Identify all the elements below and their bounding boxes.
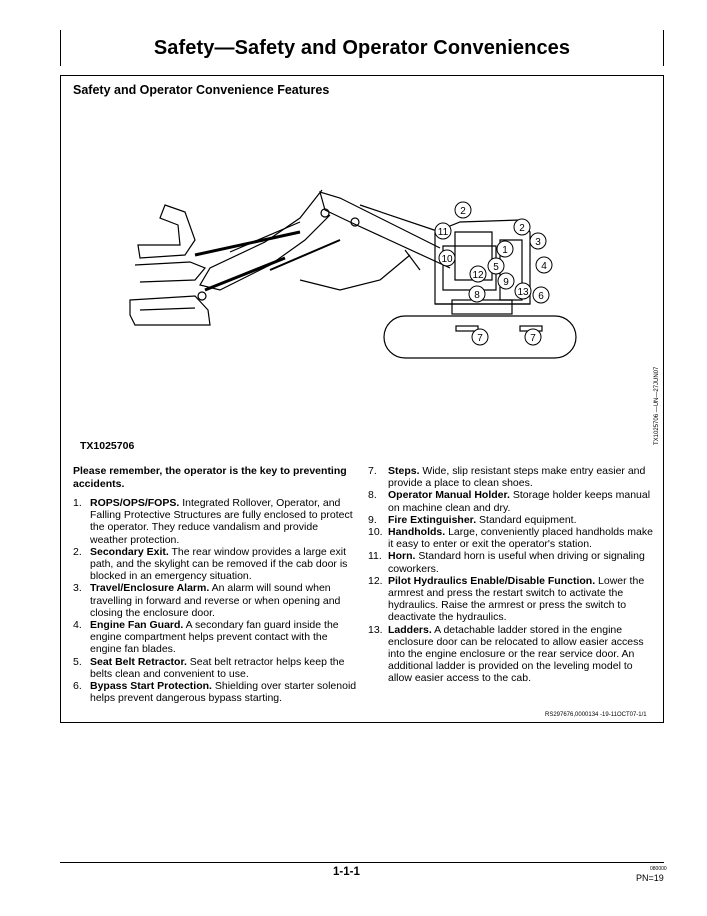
svg-text:13: 13 xyxy=(517,287,529,298)
svg-text:6: 6 xyxy=(538,291,544,302)
svg-text:7: 7 xyxy=(477,333,483,344)
svg-text:3: 3 xyxy=(535,237,541,248)
svg-text:2: 2 xyxy=(519,223,525,234)
page-title: Safety—Safety and Operator Conveniences xyxy=(153,37,571,59)
intro-text: Please remember, the operator is the key to preventing accidents. xyxy=(73,465,347,490)
list-item: 4. Engine Fan Guard. A secondary fan guard inside the engine compartment helps prevent contact with the engine fan blades. xyxy=(73,619,339,656)
callout-13 xyxy=(515,283,531,299)
page-number: 1-1-1 xyxy=(333,866,360,878)
footer-rule xyxy=(60,862,664,863)
svg-text:4: 4 xyxy=(541,261,547,272)
list-item: 9. Fire Extinguisher. Standard equipment. xyxy=(368,513,577,526)
svg-text:8: 8 xyxy=(474,290,480,301)
callout-10 xyxy=(439,250,455,266)
callout-7 xyxy=(472,329,488,345)
svg-text:5: 5 xyxy=(493,262,499,273)
list-item: 13. Ladders. A detachable ladder stored in the engine enclosure door can be relocated to allow easier access into the engine enclosure or the rear service door. An additional ladder is provided on the leveling model to allow easier access to the cab. xyxy=(368,623,644,685)
list-item: 5. Seat Belt Retractor. Seat belt retractor helps keep the belts clean and convenient to use. xyxy=(73,655,345,680)
svg-text:2: 2 xyxy=(460,206,466,217)
svg-text:1: 1 xyxy=(502,245,508,256)
features-list-right xyxy=(368,465,658,685)
pn-number: PN=19 xyxy=(636,873,664,883)
callout-2b xyxy=(514,219,530,235)
reference-code: RS297676,0000134 -19-11OCT07-1/1 xyxy=(545,712,647,718)
svg-text:9: 9 xyxy=(503,277,509,288)
list-item: 6. Bypass Start Protection. Shielding over starter solenoid helps prevent dangerous bypass starting. xyxy=(73,680,357,705)
callout-2 xyxy=(455,202,471,218)
list-item: 8. Operator Manual Holder. Storage holder keeps manual on machine clean and dry. xyxy=(368,489,651,514)
list-item: 2. Secondary Exit. The rear window provides a large exit path, and the skylight can be removed if the cab door is blocked in an emergency situation. xyxy=(73,545,348,583)
callout-6 xyxy=(533,287,549,303)
list-item: 3. Travel/Enclosure Alarm. An alarm will sound when travelling in forward and reverse or when opening and closing the enclosure door. xyxy=(73,582,341,619)
callout-5 xyxy=(488,258,504,274)
list-item: 11. Horn. Standard horn is useful when driving or signaling coworkers. xyxy=(368,550,645,575)
svg-text:7: 7 xyxy=(530,333,536,344)
callout-8 xyxy=(469,286,485,302)
callout-4 xyxy=(536,257,552,273)
callout-12 xyxy=(470,266,486,282)
callout-7b xyxy=(525,329,541,345)
callout-9 xyxy=(498,273,514,289)
list-item: 7. Steps. Wide, slip resistant steps make entry easier and provide a place to clean shoes. xyxy=(368,465,646,490)
figure-vertical-id: TX1025706 —UN—27JUN07 xyxy=(654,366,660,445)
list-item: 12. Pilot Hydraulics Enable/Disable Function. Lower the armrest and press the restart switch to activate the hydraulics. Raise the armrest or press the switch to deactivate the hydraulics. xyxy=(368,574,645,624)
list-item: 10. Handholds. Large, conveniently placed handholds make it easy to enter or exit the operator's station. xyxy=(368,526,653,551)
list-item: 1. ROPS/OPS/FOPS. Integrated Rollover, Operator, and Falling Protective Structures are fully enclosed to protect the operator. They reduce vandalism and provide weather protection. xyxy=(73,497,353,546)
svg-text:11: 11 xyxy=(437,227,449,238)
svg-text:12: 12 xyxy=(472,270,484,281)
svg-text:10: 10 xyxy=(441,254,453,265)
footer-code: 080000 xyxy=(650,866,667,872)
callout-11 xyxy=(435,223,451,239)
features-list-left xyxy=(73,497,358,704)
machine-illustration xyxy=(120,180,600,380)
figure-id: TX1025706 xyxy=(80,440,135,452)
section-title: Safety and Operator Convenience Features xyxy=(73,83,330,97)
callout-3 xyxy=(530,233,546,249)
callout-1 xyxy=(497,241,513,257)
